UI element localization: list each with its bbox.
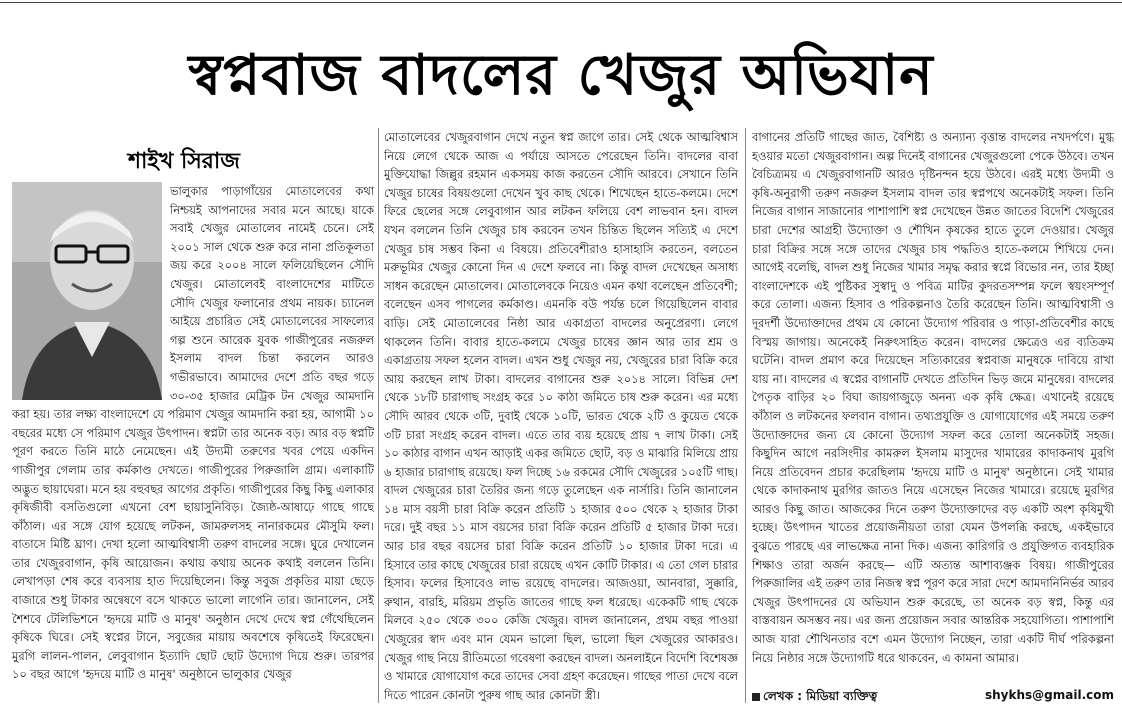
page-title: স্বপ্নবাজ বাদলের খেজুর অভিযান — [188, 42, 934, 108]
square-bullet-icon — [752, 693, 760, 701]
author-byline: শাইখ সিরাজ — [128, 149, 240, 174]
article-column-1 — [12, 182, 374, 707]
author-footer — [752, 688, 1114, 708]
top-rule — [0, 2, 1122, 3]
article-paragraph: মোতালেবের খেজুরবাগান দেখে নতুন স্বপ্ন জাগে তার। সেই থেকে আত্মবিশ্বাস নিয়ে লেগে থেকে আজ এ পর্যায়ে আসতে পেরেছেন তিনি। বাদলের বাবা মুক্তিযোদ্ধা জিল্লুর রহমান একসময় কাজ করতেন সৌদি আরবে। সেখানে তিনি খেজুর চাষের বিষয়গুলো দেখেন খুব কাছ থেকে। শিখেছেন হাতে-কলমে। দেশে ফিরে ছেলের সঙ্গে লেবুবাগান আর লটকন ফলিয়ে বেশ লাভবান হন। বাদল যখন বললেন তিনি খেজুর চাষ করবেন তখন চিন্তিত ছিলেন সত্যিই এ দেশে খেজুর চাষ সম্ভব কিনা এ বিষয়ে। প্রতিবেশীরাও হাসাহাসি করতেন, বলতেন মরুভূমির খেজুর কোনো দিন এ দেশে ফলবে না। কিন্তু বাদল দেখেছেন অসাধ্য সাধন করেছেন মোতালেব। মোতালেবকে নিয়েও এমন কথা বলেছেন প্রতিবেশী; বলেছেন এসব পাগলের কর্মকাণ্ড। এমনকি বউ পর্যন্ত চলে গিয়েছিলেন বাবার বাড়ি। সেই মোতালেবের নিষ্ঠা আর একাগ্রতা বাদলের অনুপ্রেরণা। লেগে থাকলেন তিনি। বাবার হাতে-কলমে খেজুর চাষের জ্ঞান আর তার শ্রম ও একাগ্রতায় সফল হলেন বাদল। এখন শুধু খেজুর নয়, খেজুরের চারা বিক্রি করে আয় করছেন লাখ টাকা। বাদলের বাগানের শুরু ২০১৪ সালে। বিভিন্ন দেশ থেকে ১৮টি চারাগাছ সংগ্রহ করে ১০ কাঠা জমিতে চাষ শুরু করেন। এর মধ্যে সৌদি আরব থেকে ৩টি, দুবাই থেকে ১০টি, ভারত থেকে ২টি ও কুয়েত থেকে ৩টি চারা সংগ্রহ করেন বাদল। এতে তার ব্যয় হয়েছে প্রায় ৭ লাখ টাকা। সেই ১০ কাঠার বাগান এখন আড়াই একর জমিতে ছোট, বড় ও মাঝারি মিলিয়ে প্রায় ৬ হাজার চারাগাছ রয়েছে। ফল দিচ্ছে ১৬ রকমের সৌদি খেজুরের ১০৫টি গাছ। বাদল খেজুরের চারা তৈরির জন্য গড়ে তুলেছেন এক নার্সারি। তিনি জানালেন ১৪ মাস বয়সী চারা বিক্রি করেন প্রতিটি ১ হাজার ৫০০ থেকে ২ হাজার টাকা দরে। দুই বছর ১১ মাস বয়সের চারা বিক্রি করেন প্রতিটি ৫ হাজার টাকা দরে। আর চার বছর বয়সের চারা বিক্রি করেন প্রতিটি ১০ হাজার টাকা দরে। এ হিসাবে তার কাছে খেজুরের চারা রয়েছে এখন কোটি টাকার। এ তো গেল চারার হিসাব। ফলের হিসাবেও লাভ রয়েছে বাদলের। আজওয়া, আনবারা, সুক্কারি, রুথান, বারহি, মরিয়ম প্রভৃতি জাতের গাছে ফল ধরেছে। একেকটি গাছ থেকে মিলবে ২৫০ থেকে ৩০০ কেজি খেজুর। বাদল জানালেন, প্রথম বছর পাওয়া খেজুরের স্বাদ এবং মান যেমন ভালো ছিল, ভালো ছিল খেজুরের আকারও। খেজুর গাছ নিয়ে রীতিমতো গবেষণা করছেন বাদল। অনলাইনে বিদেশি বিশেষজ্ঞ ও খামারে যোগাযোগ করে তাদের সেবা গ্রহণ করেছেন। গাছের পাতা দেখে বলে দিতে পারেন কোনটা পুরুষ গাছ আর কোনটা স্ত্রী। — [384, 130, 738, 702]
article-column-2 — [384, 128, 738, 708]
column-divider — [378, 128, 379, 703]
article-column-3 — [752, 128, 1114, 688]
author-role: লেখক : মিডিয়া ব্যক্তিত্ব — [763, 689, 878, 703]
column-divider — [745, 128, 746, 703]
article-paragraph: ভালুকার পাড়াগাঁয়ের মোতালেবের কথা নিশ্চয়ই আপনাদের সবার মনে আছে। যাকে সবাই খেজুর মোতালেব নামেই চেনে। সেই ২০০১ সাল থেকে শুরু করে নানা প্রতিকূলতা জয় করে ২০০৪ সালে ফলিয়েছিলেন সৌদি খেজুর। মোতালেবই বাংলাদেশের মাটিতে সৌদি খেজুর ফলানোর প্রথম নায়ক। চ্যানেল আইয়ে প্রচারিত সেই মোতালেবের সাফল্যের গল্প শুনে আরেক যুবক গাজীপুরের নজরুল ইসলাম বাদল চিন্তা করলেন আরও গভীরভাবে। আমাদের দেশে প্রতি বছর গড়ে ৩০-৩৫ হাজার মেট্রিক টন খেজুর আমদানি করা হয়। তার লক্ষ্য বাংলাদেশে যে পরিমাণ খেজুর আমদানি করা হয়, আগামী ১০ বছরের মধ্যে সে পরিমাণ খেজুর উৎপাদন। স্বপ্নটা তার অনেক বড়। আর বড় স্বপ্নটি পূরণ করতে তিনি মাঠে নেমেছেন। এই উদ্যমী তরুণের খবর পেয়ে একদিন গাজীপুর গেলাম তার কর্মকাণ্ড দেখতে। গাজীপুরের পিরুজালি গ্রাম। এলাকাটি অদ্ভুত ছায়াঘেরা। মনে হয় বহুবছর আগের প্রকৃতি। গাজীপুরের কিছু কিছু এলাকার কৃষিজীবী বসতিগুলো এখনো বেশ ছায়াসুনিবিড়। জ্যৈষ্ঠ-আষাঢ়ে গাছে গাছে কাঁঠাল। এর সঙ্গে যোগ হয়েছে লটকন, জামরুলসহ নানারকমের মৌসুমি ফল। বাতাসে মিষ্টি ঘ্রাণ। দেখা হলো আত্মবিশ্বাসী তরুণ বাদলের সঙ্গে। ঘুরে দেখালেন তার খেজুরবাগান, কৃষি আয়োজন। কথায় কথায় অনেক কথাই বললেন তিনি। লেখাপড়া শেষ করে ব্যবসায় হাত দিয়েছিলেন। কিন্তু সবুজ প্রকৃতির মায়া ছেড়ে বাজারে শুধু টাকার অন্বেষণে বসে থাকতে ভালো লাগেনি তার। জানালেন, সেই শৈশবে টেলিভিশনে 'হৃদয়ে মাটি ও মানুষ' অনুষ্ঠান দেখে দেখে স্বপ্ন গেঁথেছিলেন কৃষিকে ঘিরে। সেই স্বপ্নের টানে, সবুজের মায়ায় অবশেষে কৃষিতেই ফিরেছেন। মুরগি লালন-পালন, লেবুবাগান ইত্যাদি ছোট ছোট উদ্যোগ দিয়ে শুরু। তারপর ১০ বছর আগে 'হৃদয়ে মাটি ও মানুষ' অনুষ্ঠানে ভালুকার খেজুর — [12, 184, 374, 682]
author-portrait-icon — [12, 182, 162, 400]
author-email[interactable]: shykhs@gmail.com — [984, 688, 1114, 702]
author-photo — [12, 182, 162, 400]
article-paragraph: বাগানের প্রতিটি গাছের জাত, বৈশিষ্ট্য ও অন্যান্য বৃত্তান্ত বাদলের নখদর্পণে। মুগ্ধ হওয়ার মতো খেজুরবাগান। অল্প দিনেই বাগানের খেজুরগুলো পেকে উঠবে। তখন বৈচিত্র্যময় এ খেজুরবাগানটি আরও দৃষ্টিনন্দন হয়ে উঠবে। এরই মধ্যে উদ্যমী ও কৃষি-অনুরাগী তরুণ নজরুল ইসলাম বাদল তার স্বপ্নপথে অনেকটাই সফল। তিনি নিজের বাগান সাজানোর পাশাপাশি স্বপ্ন দেখেছেন উন্নত জাতের বিদেশি খেজুরের চারা দেশের আগ্রহী উদ্যোক্তা ও শৌখিন কৃষকের হাতে তুলে দেওয়ার। খেজুর চারা বিক্রির সঙ্গে সঙ্গে তাদের খেজুর চাষ পদ্ধতিও হাতে-কলমে শিখিয়ে দেন। আগেই বলেছি, বাদল শুধু নিজের খামার সমৃদ্ধ করার স্বপ্নে বিভোর নন, তার ইচ্ছা বাংলাদেশকে এই পুষ্টিকর সুস্বাদু ও পবিত্র মাটির কুদরতসম্পন্ন ফলে স্বয়ংসম্পূর্ণ করে তোলা। এজন্য হিসাব ও পরিকল্পনাও তৈরি করেছেন তিনি। আত্মবিশ্বাসী ও দূরদর্শী উদ্যোক্তাদের প্রথম যে কোনো উদ্যোগ পরিবার ও পাড়া-প্রতিবেশীর কাছে বিস্ময় জাগায়। অনেকেই নিরুৎসাহিত করেন। বাদলের ক্ষেত্রেও এর ব্যতিক্রম ঘটেনি। বাদল প্রমাণ করে দিয়েছেন সত্যিকারের স্বপ্নবাজ মানুষকে দাবিয়ে রাখা যায় না। বাদলের এ স্বপ্নের বাগানটি দেখতে প্রতিদিন ভিড় জমে মানুষের। বাদলের পৈতৃক বাড়ির ২০ বিঘা জায়গাজুড়ে অনন্য এক কৃষি ক্ষেত্র। এখানেই রয়েছে কাঁঠাল ও লটকনের ফলবান বাগান। তথ্যপ্রযুক্তি ও যোগাযোগের এই সময়ে তরুণ উদ্যোক্তাদের জন্য যে কোনো উদ্যোগ সফল করে তোলা অনেকটাই সহজ। কিছুদিন আগে নরসিংদীর কামরুল ইসলাম মাসুদের খামারের কাদাকনাথ মুরগি নিয়ে প্রতিবেদন প্রচার করেছিলাম 'হৃদয়ে মাটি ও মানুষ' অনুষ্ঠানে। সেই খামার থেকে কাদাকনাথ মুরগির জাতও নিয়ে এসেছেন নিজের খামারে। রয়েছে মুরগির আরও কিছু জাত। আজকের দিনে তরুণ উদ্যোক্তাদের বড় একটি অংশ কৃষিমুখী হচ্ছে। উৎপাদন খাতের প্রয়োজনীয়তা তারা যেমন উপলব্ধি করছে, একইভাবে বুঝতে পারছে এর লাভক্ষেত্র নানা দিক। এজন্য কারিগরি ও প্রযুক্তিগত ব্যবহারিক শিক্ষাও তারা অর্জন করছে— এটি অত্যন্ত আশাব্যঞ্জক বিষয়। গাজীপুরের পিরুজালির এই তরুণ তার নিজস্ব স্বপ্ন পূরণ করে সারা দেশে আমদানিনির্ভর আরব খেজুর উৎপাদনের যে অভিযান শুরু করেছে, তা অনেক বড় স্বপ্ন, কিন্তু এর বাস্তবায়ন অসম্ভব নয়। এর জন্য প্রয়োজন সবার আন্তরিক সহযোগিতা। পাশাপাশি আজ যারা শৌখিনতার বশে এমন উদ্যোগ নিচ্ছেন, তারা একটি দীর্ঘ পরিকল্পনা নিয়ে নিষ্ঠার সঙ্গে উদ্যোগটি ধরে থাকবেন, এ কামনা আমার। — [752, 130, 1114, 665]
